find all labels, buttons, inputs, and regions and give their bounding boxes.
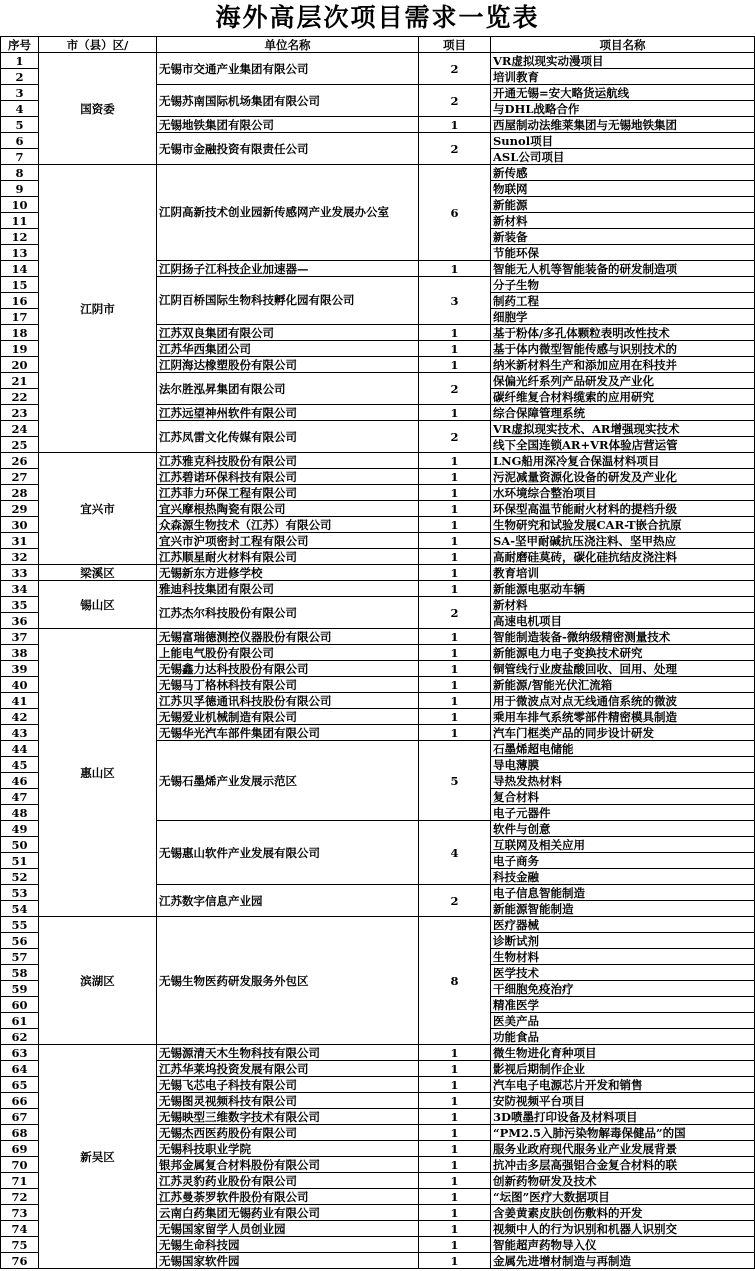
- row-number: 20: [1, 357, 39, 373]
- project-name-cell: 新传感: [491, 165, 755, 181]
- project-count-cell: 1: [419, 1125, 491, 1141]
- unit-name-cell: 江苏凤雷文化传媒有限公司: [157, 421, 419, 453]
- row-number: 45: [1, 757, 39, 773]
- project-name-cell: 微生物进化育种项目: [491, 1045, 755, 1061]
- project-count-cell: 2: [419, 597, 491, 629]
- header-seq: 序号: [1, 37, 39, 53]
- unit-name-cell: 无锡市交通产业集团有限公司: [157, 53, 419, 85]
- project-count-cell: 2: [419, 85, 491, 117]
- project-count-cell: 1: [419, 1061, 491, 1077]
- region-cell: 惠山区: [39, 629, 157, 917]
- row-number: 23: [1, 405, 39, 421]
- project-name-cell: 污泥减量资源化设备的研发及产业化: [491, 469, 755, 485]
- project-name-cell: VR虚拟现实技术、AR增强现实技术: [491, 421, 755, 437]
- project-count-cell: 1: [419, 1157, 491, 1173]
- unit-name-cell: 江苏贝孚德通讯科技股份有限公司: [157, 693, 419, 709]
- project-name-cell: 抗冲击多层高强铝合金复合材料的联: [491, 1157, 755, 1173]
- unit-name-cell: 无锡石墨烯产业发展示范区: [157, 741, 419, 821]
- table-row: [1, 629, 755, 645]
- row-number: 4: [1, 101, 39, 117]
- unit-name-cell: 无锡华光汽车部件集团有限公司: [157, 725, 419, 741]
- row-number: 40: [1, 677, 39, 693]
- project-name-cell: 影视后期制作企业: [491, 1061, 755, 1077]
- unit-name-cell: 江苏灵豹药业股份有限公司: [157, 1173, 419, 1189]
- project-count-cell: 1: [419, 1237, 491, 1253]
- region-cell: 宜兴市: [39, 453, 157, 565]
- project-count-cell: 1: [419, 533, 491, 549]
- table-row: [1, 53, 755, 69]
- unit-name-cell: 江苏远望神州软件有限公司: [157, 405, 419, 421]
- project-name-cell: 汽车门框类产品的同步设计研发: [491, 725, 755, 741]
- project-name-cell: 制药工程: [491, 293, 755, 309]
- unit-name-cell: 江阴高新技术创业园新传感网产业发展办公室: [157, 165, 419, 261]
- project-name-cell: 智能制造装备-微纳级精密测量技术: [491, 629, 755, 645]
- project-name-cell: 3D喷墨打印设备及材料项目: [491, 1109, 755, 1125]
- row-number: 75: [1, 1237, 39, 1253]
- project-count-cell: 1: [419, 325, 491, 341]
- project-name-cell: 高耐磨硅莫砖，碳化硅抗结皮浇注料: [491, 549, 755, 565]
- header-unit: 单位名称: [157, 37, 419, 53]
- table-row: [1, 165, 755, 181]
- row-number: 58: [1, 965, 39, 981]
- project-name-cell: 铜管线行业废盐酸回收、回用、处理: [491, 661, 755, 677]
- project-name-cell: 电子元器件: [491, 805, 755, 821]
- row-number: 8: [1, 165, 39, 181]
- project-count-cell: 2: [419, 421, 491, 453]
- row-number: 24: [1, 421, 39, 437]
- unit-name-cell: 江苏杰尔科技股份有限公司: [157, 597, 419, 629]
- row-number: 5: [1, 117, 39, 133]
- project-name-cell: 电子信息智能制造: [491, 885, 755, 901]
- project-count-cell: 8: [419, 917, 491, 1045]
- project-count-cell: 6: [419, 165, 491, 261]
- project-name-cell: 新能源智能制造: [491, 901, 755, 917]
- row-number: 63: [1, 1045, 39, 1061]
- project-name-cell: 含姜黄素皮肤创伤敷料的开发: [491, 1205, 755, 1221]
- row-number: 9: [1, 181, 39, 197]
- project-name-cell: 新能源电力电子变换技术研究: [491, 645, 755, 661]
- row-number: 61: [1, 1013, 39, 1029]
- project-name-cell: ASL公司项目: [491, 149, 755, 165]
- row-number: 41: [1, 693, 39, 709]
- project-table: [0, 36, 755, 1269]
- row-number: 2: [1, 69, 39, 85]
- project-count-cell: 1: [419, 629, 491, 645]
- row-number: 39: [1, 661, 39, 677]
- row-number: 53: [1, 885, 39, 901]
- project-name-cell: 电子商务: [491, 853, 755, 869]
- row-number: 60: [1, 997, 39, 1013]
- project-count-cell: 1: [419, 117, 491, 133]
- project-name-cell: 物联网: [491, 181, 755, 197]
- row-number: 35: [1, 597, 39, 613]
- row-number: 67: [1, 1109, 39, 1125]
- unit-name-cell: 江苏数字信息产业园: [157, 885, 419, 917]
- project-name-cell: 纳米新材料生产和添加应用在科技并: [491, 357, 755, 373]
- project-count-cell: 3: [419, 277, 491, 325]
- table-row: [1, 565, 755, 581]
- unit-name-cell: 江苏菲力环保工程有限公司: [157, 485, 419, 501]
- unit-name-cell: 无锡地铁集团有限公司: [157, 117, 419, 133]
- row-number: 69: [1, 1141, 39, 1157]
- row-number: 51: [1, 853, 39, 869]
- row-number: 57: [1, 949, 39, 965]
- header-project: 项目名称: [491, 37, 755, 53]
- project-count-cell: 1: [419, 1077, 491, 1093]
- project-name-cell: Sunol项目: [491, 133, 755, 149]
- row-number: 33: [1, 565, 39, 581]
- project-name-cell: 导热发热材料: [491, 773, 755, 789]
- project-name-cell: 细胞学: [491, 309, 755, 325]
- row-number: 1: [1, 53, 39, 69]
- row-number: 66: [1, 1093, 39, 1109]
- project-name-cell: 医疗器械: [491, 917, 755, 933]
- project-count-cell: 2: [419, 53, 491, 85]
- row-number: 27: [1, 469, 39, 485]
- unit-name-cell: 无锡市金融投资有限责任公司: [157, 133, 419, 165]
- project-name-cell: 智能超声药物导入仪: [491, 1237, 755, 1253]
- row-number: 43: [1, 725, 39, 741]
- project-name-cell: 诊断试剂: [491, 933, 755, 949]
- project-name-cell: VR虚拟现实动漫项目: [491, 53, 755, 69]
- row-number: 22: [1, 389, 39, 405]
- unit-name-cell: 江苏双良集团有限公司: [157, 325, 419, 341]
- row-number: 49: [1, 821, 39, 837]
- unit-name-cell: 无锡惠山软件产业发展有限公司: [157, 821, 419, 885]
- project-name-cell: SA-坚甲耐碱抗压浇注料、坚甲热应: [491, 533, 755, 549]
- region-cell: 梁溪区: [39, 565, 157, 581]
- project-name-cell: 水环境综合整治项目: [491, 485, 755, 501]
- row-number: 17: [1, 309, 39, 325]
- project-name-cell: 功能食品: [491, 1029, 755, 1045]
- unit-name-cell: 上能电气股份有限公司: [157, 645, 419, 661]
- unit-name-cell: 无锡国家软件园: [157, 1253, 419, 1269]
- project-count-cell: 2: [419, 885, 491, 917]
- row-number: 56: [1, 933, 39, 949]
- row-number: 47: [1, 789, 39, 805]
- row-number: 73: [1, 1205, 39, 1221]
- project-count-cell: 1: [419, 1141, 491, 1157]
- project-count-cell: 2: [419, 373, 491, 405]
- project-name-cell: 综合保障管理系统: [491, 405, 755, 421]
- region-cell: 新吴区: [39, 1045, 157, 1269]
- project-count-cell: 1: [419, 1045, 491, 1061]
- project-name-cell: 新装备: [491, 229, 755, 245]
- unit-name-cell: 无锡马丁格林科技有限公司: [157, 677, 419, 693]
- header-region: 市（县）区/: [39, 37, 157, 53]
- region-cell: 国资委: [39, 53, 157, 165]
- project-count-cell: 1: [419, 1109, 491, 1125]
- project-count-cell: 1: [419, 1205, 491, 1221]
- row-number: 6: [1, 133, 39, 149]
- project-name-cell: 线下全国连锁AR+VR体验店营运管: [491, 437, 755, 453]
- project-count-cell: 1: [419, 693, 491, 709]
- project-name-cell: 碳纤维复合材料缆索的应用研究: [491, 389, 755, 405]
- project-count-cell: 1: [419, 661, 491, 677]
- region-cell: 锡山区: [39, 581, 157, 629]
- row-number: 42: [1, 709, 39, 725]
- project-name-cell: 基于体内微型智能传感与识别技术的: [491, 341, 755, 357]
- project-count-cell: 1: [419, 501, 491, 517]
- row-number: 62: [1, 1029, 39, 1045]
- project-count-cell: 1: [419, 1173, 491, 1189]
- header-count: 项目: [419, 37, 491, 53]
- project-name-cell: 新材料: [491, 213, 755, 229]
- row-number: 29: [1, 501, 39, 517]
- project-name-cell: 导电薄膜: [491, 757, 755, 773]
- row-number: 59: [1, 981, 39, 997]
- row-number: 71: [1, 1173, 39, 1189]
- row-number: 21: [1, 373, 39, 389]
- project-name-cell: 视频中人的行为识别和机器人识别交: [491, 1221, 755, 1237]
- project-name-cell: 互联网及相关应用: [491, 837, 755, 853]
- project-name-cell: 医学技术: [491, 965, 755, 981]
- header-row: [1, 37, 755, 53]
- project-count-cell: 1: [419, 1189, 491, 1205]
- project-name-cell: 软件与创意: [491, 821, 755, 837]
- unit-name-cell: 江苏华西集团公司: [157, 341, 419, 357]
- region-cell: 江阴市: [39, 165, 157, 453]
- unit-name-cell: 无锡鑫力达科技股份有限公司: [157, 661, 419, 677]
- project-count-cell: 1: [419, 645, 491, 661]
- row-number: 12: [1, 229, 39, 245]
- table-row: [1, 917, 755, 933]
- project-name-cell: 教育培训: [491, 565, 755, 581]
- row-number: 13: [1, 245, 39, 261]
- unit-name-cell: 无锡苏南国际机场集团有限公司: [157, 85, 419, 117]
- project-name-cell: 安防视频平台项目: [491, 1093, 755, 1109]
- project-name-cell: 西屋制动法维莱集团与无锡地铁集团: [491, 117, 755, 133]
- project-name-cell: 基于粉体/多孔体颗粒表明改性技术: [491, 325, 755, 341]
- unit-name-cell: 无锡科技职业学院: [157, 1141, 419, 1157]
- unit-name-cell: 无锡爱业机械制造有限公司: [157, 709, 419, 725]
- project-count-cell: 5: [419, 741, 491, 821]
- row-number: 15: [1, 277, 39, 293]
- row-number: 25: [1, 437, 39, 453]
- row-number: 26: [1, 453, 39, 469]
- project-name-cell: 智能无人机等智能装备的研发制造项: [491, 261, 755, 277]
- project-name-cell: 新材料: [491, 597, 755, 613]
- unit-name-cell: 江阴海达橡塑股份有限公司: [157, 357, 419, 373]
- project-count-cell: 1: [419, 357, 491, 373]
- unit-name-cell: 云南白药集团无锡药业有限公司: [157, 1205, 419, 1221]
- row-number: 7: [1, 149, 39, 165]
- unit-name-cell: 宜兴摩根热陶瓷有限公司: [157, 501, 419, 517]
- unit-name-cell: 江苏曼荼罗软件股份有限公司: [157, 1189, 419, 1205]
- row-number: 72: [1, 1189, 39, 1205]
- project-name-cell: 汽车电子电源芯片开发和销售: [491, 1077, 755, 1093]
- unit-name-cell: 无锡杰西医药股份有限公司: [157, 1125, 419, 1141]
- row-number: 48: [1, 805, 39, 821]
- row-number: 68: [1, 1125, 39, 1141]
- row-number: 10: [1, 197, 39, 213]
- project-name-cell: 环保型高温节能耐火材料的提档升级: [491, 501, 755, 517]
- project-count-cell: 1: [419, 485, 491, 501]
- project-count-cell: 2: [419, 133, 491, 165]
- row-number: 52: [1, 869, 39, 885]
- table-row: [1, 581, 755, 597]
- row-number: 44: [1, 741, 39, 757]
- project-count-cell: 1: [419, 453, 491, 469]
- project-count-cell: 1: [419, 469, 491, 485]
- project-name-cell: LNG船用深冷复合保温材料项目: [491, 453, 755, 469]
- project-count-cell: 1: [419, 1253, 491, 1269]
- unit-name-cell: 江苏雅克科技股份有限公司: [157, 453, 419, 469]
- project-count-cell: 1: [419, 709, 491, 725]
- unit-name-cell: 江苏碧诺环保科技有限公司: [157, 469, 419, 485]
- row-number: 34: [1, 581, 39, 597]
- unit-name-cell: 无锡映型三维数字技术有限公司: [157, 1109, 419, 1125]
- row-number: 50: [1, 837, 39, 853]
- region-cell: 滨湖区: [39, 917, 157, 1045]
- project-name-cell: 新能源: [491, 197, 755, 213]
- row-number: 14: [1, 261, 39, 277]
- table-row: [1, 1045, 755, 1061]
- unit-name-cell: 无锡新东方进修学校: [157, 565, 419, 581]
- row-number: 19: [1, 341, 39, 357]
- unit-name-cell: 无锡飞芯电子科技有限公司: [157, 1077, 419, 1093]
- row-number: 54: [1, 901, 39, 917]
- project-name-cell: 石墨烯超电储能: [491, 741, 755, 757]
- project-name-cell: “PM2.5入肺污染物解毒保健品”的国: [491, 1125, 755, 1141]
- unit-name-cell: 无锡生命科技园: [157, 1237, 419, 1253]
- unit-name-cell: 江苏顺星耐火材料有限公司: [157, 549, 419, 565]
- project-count-cell: 1: [419, 1093, 491, 1109]
- project-count-cell: 1: [419, 517, 491, 533]
- row-number: 70: [1, 1157, 39, 1173]
- project-count-cell: 4: [419, 821, 491, 885]
- row-number: 3: [1, 85, 39, 101]
- unit-name-cell: 无锡生物医药研发服务外包区: [157, 917, 419, 1045]
- page-title: 海外高层次项目需求一览表: [215, 3, 540, 32]
- row-number: 74: [1, 1221, 39, 1237]
- project-name-cell: 创新药物研发及技术: [491, 1173, 755, 1189]
- project-count-cell: 1: [419, 677, 491, 693]
- project-name-cell: 高速电机项目: [491, 613, 755, 629]
- unit-name-cell: 江阴百桥国际生物科技孵化园有限公司: [157, 277, 419, 325]
- row-number: 46: [1, 773, 39, 789]
- project-name-cell: 生物材料: [491, 949, 755, 965]
- row-number: 31: [1, 533, 39, 549]
- project-count-cell: 1: [419, 549, 491, 565]
- row-number: 30: [1, 517, 39, 533]
- unit-name-cell: 众森源生物技术（江苏）有限公司: [157, 517, 419, 533]
- project-name-cell: 生物研究和试验发展CAR-T嵌合抗原: [491, 517, 755, 533]
- project-name-cell: 精准医学: [491, 997, 755, 1013]
- project-name-cell: 与DHL战略合作: [491, 101, 755, 117]
- table-body: [1, 53, 755, 1269]
- project-name-cell: 服务业政府现代服务业产业发展背景: [491, 1141, 755, 1157]
- row-number: 64: [1, 1061, 39, 1077]
- project-name-cell: 用于微波点对点无线通信系统的微波: [491, 693, 755, 709]
- row-number: 65: [1, 1077, 39, 1093]
- unit-name-cell: 江阴扬子江科技企业加速器—: [157, 261, 419, 277]
- row-number: 55: [1, 917, 39, 933]
- unit-name-cell: 银邦金属复合材料股份有限公司: [157, 1157, 419, 1173]
- table-row: [1, 453, 755, 469]
- row-number: 38: [1, 645, 39, 661]
- row-number: 28: [1, 485, 39, 501]
- project-name-cell: 金属先进增材制造与再制造: [491, 1253, 755, 1269]
- row-number: 36: [1, 613, 39, 629]
- project-count-cell: 1: [419, 581, 491, 597]
- project-name-cell: 分子生物: [491, 277, 755, 293]
- unit-name-cell: 无锡富瑞德测控仪器股份有限公司: [157, 629, 419, 645]
- project-count-cell: 1: [419, 405, 491, 421]
- project-count-cell: 1: [419, 1221, 491, 1237]
- unit-name-cell: 雅迪科技集团有限公司: [157, 581, 419, 597]
- project-name-cell: 乘用车排气系统零部件精密模具制造: [491, 709, 755, 725]
- project-name-cell: 新能源电驱动车辆: [491, 581, 755, 597]
- project-name-cell: 科技金融: [491, 869, 755, 885]
- project-count-cell: 1: [419, 565, 491, 581]
- row-number: 37: [1, 629, 39, 645]
- unit-name-cell: 无锡国家留学人员创业园: [157, 1221, 419, 1237]
- project-name-cell: “坛图”医疗大数据项目: [491, 1189, 755, 1205]
- project-name-cell: 培训教育: [491, 69, 755, 85]
- unit-name-cell: 江苏华莱坞投资发展有限公司: [157, 1061, 419, 1077]
- project-name-cell: 新能源/智能光伏汇流箱: [491, 677, 755, 693]
- project-name-cell: 开通无锡=安大略货运航线: [491, 85, 755, 101]
- project-count-cell: 1: [419, 725, 491, 741]
- row-number: 32: [1, 549, 39, 565]
- project-name-cell: 节能环保: [491, 245, 755, 261]
- unit-name-cell: 宜兴市沪项密封工程有限公司: [157, 533, 419, 549]
- unit-name-cell: 无锡图灵视频科技有限公司: [157, 1093, 419, 1109]
- project-name-cell: 医美产品: [491, 1013, 755, 1029]
- project-count-cell: 1: [419, 341, 491, 357]
- row-number: 11: [1, 213, 39, 229]
- project-name-cell: 干细胞免疫治疗: [491, 981, 755, 997]
- project-count-cell: 1: [419, 261, 491, 277]
- row-number: 18: [1, 325, 39, 341]
- project-name-cell: 保偏光纤系列产品研发及产业化: [491, 373, 755, 389]
- project-name-cell: 复合材料: [491, 789, 755, 805]
- unit-name-cell: 法尔胜泓昇集团有限公司: [157, 373, 419, 405]
- row-number: 16: [1, 293, 39, 309]
- row-number: 76: [1, 1253, 39, 1269]
- unit-name-cell: 无锡源清天木生物科技有限公司: [157, 1045, 419, 1061]
